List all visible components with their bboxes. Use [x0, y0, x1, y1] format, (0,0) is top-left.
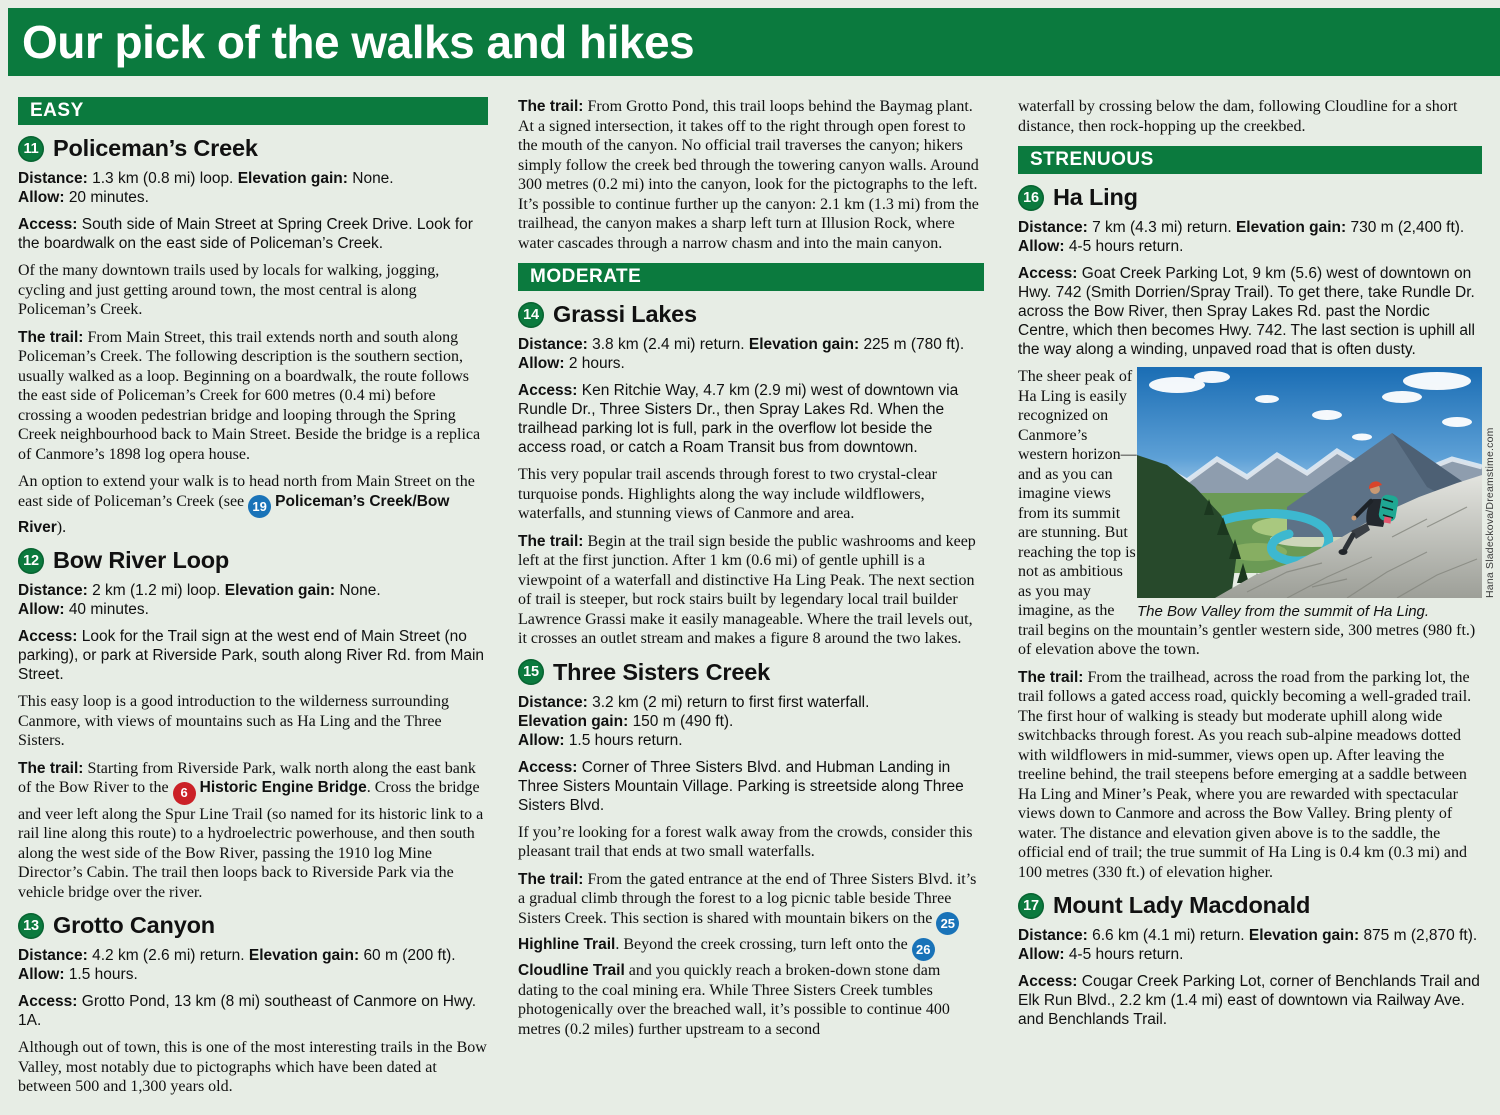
- page-title: Our pick of the walks and hikes: [22, 16, 695, 68]
- section-header-strenuous: [1018, 146, 1482, 174]
- trail-heading: [18, 547, 488, 574]
- elevation-label: Elevation gain:: [1235, 219, 1347, 236]
- trail-text: Starting from Riverside Park, walk north along the east bank of the Bow River to the: [18, 759, 476, 797]
- elevation-label: Elevation gain:: [518, 712, 629, 730]
- cross-ref-label: Cloudline Trail: [518, 962, 625, 979]
- elevation-value: 60 m (200 ft).: [363, 947, 456, 964]
- trail-meta: [1018, 926, 1482, 964]
- allow-label: Allow:: [18, 966, 65, 983]
- trail-intro: Although out of town, this is one of the most interesting trails in the Bow Valley, most notably due to pictographs which have been dated at between 500 and 1,300 years old.: [18, 1039, 487, 1095]
- elevation-value: None.: [339, 582, 381, 600]
- trail-text-after: . Cross the bridge and veer left along the Spur Line Trail (so named for its historic link to a rail line along this route) to a hydroelectric powerhouse, and then south along the west side of the Bow River, passing the 1910 log Mine Director’s Cabin. The trail then loops back to Riverside Park via the vehicle bridge over the river.: [18, 779, 484, 901]
- trail-entry-grassi-lakes: [518, 301, 984, 649]
- distance-label: Distance:: [1018, 927, 1088, 944]
- access-label: Access:: [518, 758, 578, 776]
- trail-description: [18, 328, 488, 465]
- trail-entry-mount-lady-macdonald: [1018, 892, 1482, 1029]
- allow-value: 4-5 hours return.: [1068, 946, 1184, 963]
- elevation-value: 730 m (2,400 ft).: [1350, 219, 1465, 236]
- distance-label: Distance:: [518, 336, 588, 353]
- ha-ling-photo-figure: [1137, 367, 1496, 620]
- access-value: Ken Ritchie Way, 4.7 km (2.9 mi) west of downtown via Rundle Dr., Three Sisters Dr., then Spray Lakes Rd. When the trailhead parking lot is full, park in the overflow lot beside the access road, or catch a Roam Transit bus from downtown.: [518, 382, 959, 456]
- trail-number-badge: 15: [518, 659, 544, 685]
- trail-label: The trail:: [18, 328, 84, 346]
- elevation-label: Elevation gain:: [224, 582, 336, 600]
- allow-label: Allow:: [18, 189, 65, 206]
- cross-ref-badge-25: 25: [936, 912, 959, 935]
- trail-label: The trail:: [518, 532, 584, 550]
- trail-access: [18, 992, 488, 1030]
- trail-entry-bow-river-loop: [18, 547, 488, 902]
- distance-label: Distance:: [518, 693, 588, 711]
- section-moderate-label: MODERATE: [530, 266, 642, 287]
- cross-ref-badge-26: 26: [912, 938, 935, 961]
- access-value: Look for the Trail sign at the west end of Main Street (no parking), or park at Riverside Park, south along River Rd. from Main Street.: [18, 628, 485, 684]
- distance-value: 1.3 km (0.8 mi) loop.: [92, 170, 234, 187]
- elevation-label: Elevation gain:: [248, 947, 360, 964]
- trail-title: Policeman’s Creek: [53, 135, 258, 161]
- trail-intro: If you’re looking for a forest walk away from the crowds, consider this pleasant trail that ends at two small waterfalls.: [518, 823, 973, 860]
- trail-meta: [18, 581, 488, 619]
- trail-number-badge: 14: [518, 302, 544, 328]
- trail-title: Three Sisters Creek: [553, 658, 770, 685]
- elevation-value: 150 m (490 ft).: [632, 712, 734, 730]
- section-strenuous-label: STRENUOUS: [1030, 149, 1154, 170]
- allow-value: 2 hours.: [568, 355, 625, 372]
- distance-value: 4.2 km (2.6 mi) return.: [92, 947, 245, 964]
- ha-ling-intro: The sheer peak of Ha Ling is easily recognized on Canmore’s western horizon—and as you can imagine views from its summit are stunning. But reaching the top is not as ambitious as you may imagine, as the trail begins on the mountain’s gentler western side, 300 metres (980 ft.) of elevation above the town.: [1018, 368, 1476, 658]
- trail-text: Begin at the trail sign beside the public washrooms and keep left at the first junction. After 1 km (0.6 mi) of gentle uphill is a viewpoint of a waterfall and distinctive Ha Ling Peak. The next section of trail is steeper, but rock stairs built by legendary local trail builder Lawrence Grassi make it easily manageable. Where the trail levels out, it crosses an outlet stream and makes a figure 8 around the two lakes.: [518, 532, 976, 647]
- distance-label: Distance:: [18, 582, 88, 600]
- trail-entry-ha-ling: [1018, 184, 1496, 882]
- trail-heading: [18, 912, 488, 939]
- elevation-label: Elevation gain:: [1248, 927, 1360, 944]
- trail-heading: [518, 659, 984, 686]
- trail-heading: [18, 135, 488, 162]
- access-label: Access:: [18, 628, 78, 646]
- trail-access: [18, 215, 488, 253]
- column-1: [18, 97, 488, 1105]
- trail-access: [18, 627, 488, 684]
- trail-access: [1018, 264, 1482, 359]
- distance-value: 2 km (1.2 mi) loop.: [92, 582, 221, 600]
- allow-value: 1.5 hours return.: [568, 731, 683, 749]
- trail-heading: [1018, 184, 1482, 211]
- three-sisters-continuation: waterfall by crossing below the dam, following Cloudline for a short distance, then rock-hopping up the creekbed.: [1018, 98, 1458, 135]
- trail-label: The trail:: [518, 870, 584, 888]
- trail-description: [18, 759, 488, 902]
- access-value: South side of Main Street at Spring Creek Drive. Look for the boardwalk on the east side of Policeman’s Creek.: [18, 216, 473, 252]
- ha-ling-photo: [1137, 367, 1482, 598]
- trail-access: [518, 758, 984, 815]
- trail-entry-three-sisters-creek: [518, 659, 984, 1040]
- trail-meta: [18, 169, 488, 207]
- trail-heading: [518, 301, 984, 328]
- allow-label: Allow:: [18, 601, 65, 619]
- distance-label: Distance:: [1018, 219, 1088, 236]
- trail-label: The trail:: [518, 98, 584, 115]
- trail-entry-grotto-canyon: [18, 912, 488, 1097]
- trail-entry-policemans-creek: [18, 135, 488, 537]
- elevation-label: Elevation gain:: [237, 170, 348, 187]
- cross-ref-label: Highline Trail: [518, 935, 616, 953]
- access-value: Grotto Pond, 13 km (8 mi) southeast of Canmore on Hwy. 1A.: [18, 993, 477, 1029]
- trail-description: [518, 870, 984, 1040]
- distance-value: 3.8 km (2.4 mi) return.: [592, 336, 745, 353]
- cross-ref-badge-19: 19: [248, 495, 271, 518]
- allow-value: 20 minutes.: [68, 189, 149, 206]
- access-label: Access:: [18, 216, 78, 233]
- trail-option: [18, 472, 488, 537]
- trail-text: From Grotto Pond, this trail loops behind the Baymag plant. At a signed intersection, it takes off to the right through open forest to the mouth of the canyon. No official trail traverses the canyon; hikers simply follow the creek bed through the towering canyon walls. Around 300 metres (0.2 mi) into the canyon, look for the pictographs to the left. It’s possible to continue further up the canyon: 2.1 km (1.3 mi) from the trailhead, the canyon makes a sharp left turn at Illusion Rock, where water cascades through a narrow chasm and into the main canyon.: [518, 98, 979, 252]
- trail-title: Grassi Lakes: [553, 301, 697, 327]
- section-header-moderate: [518, 263, 984, 291]
- distance-label: Distance:: [18, 947, 88, 964]
- trail-intro: This easy loop is a good introduction to the wilderness surrounding Canmore, with views of mountains such as Ha Ling and the Three Sisters.: [18, 693, 450, 750]
- cross-ref-badge-6: 6: [173, 782, 196, 805]
- distance-label: Distance:: [18, 170, 88, 187]
- trail-text: From the trailhead, across the road from the parking lot, the trail follows a gated access road, quickly becoming a well-graded trail. The first hour of walking is steady but moderate uphill along wide switchbacks through forest. As you reach sub-alpine meadows dotted with wildflowers in mid-summer, views open up. After leaving the treeline behind, the trail steepens before emerging at a saddle between Ha Ling and Miner’s Peak, where you are rewarded with spectacular views down to Canmore and across the Bow Valley. Bring plenty of water. The distance and elevation given above is to the saddle, the official end of trail; the true summit of Ha Ling is 0.4 km (0.3 mi) and 100 metres (330 ft.) of elevation higher.: [1018, 668, 1472, 881]
- trail-label: The trail:: [1018, 668, 1084, 686]
- allow-label: Allow:: [518, 731, 565, 749]
- section-easy-label: EASY: [30, 100, 84, 121]
- ha-ling-photo-block: [1018, 367, 1496, 668]
- trail-text-3: and you quickly reach a broken-down stone dam dating to the coal mining era. While Three Sisters Creek tumbles photogenically over the breached wall, it’s possible to continue 400 metres (0.2 miles) further upstream to a second: [518, 962, 950, 1038]
- photo-caption: The Bow Valley from the summit of Ha Ling.: [1137, 603, 1430, 620]
- allow-value: 40 minutes.: [68, 601, 149, 619]
- access-label: Access:: [18, 993, 78, 1010]
- trail-access: [518, 381, 984, 457]
- trail-label: The trail:: [18, 759, 84, 777]
- trail-heading: [1018, 892, 1482, 919]
- grotto-trail-description: [518, 97, 984, 253]
- access-label: Access:: [1018, 265, 1078, 282]
- trail-number-badge: 12: [18, 548, 44, 574]
- distance-value: 7 km (4.3 mi) return.: [1092, 219, 1232, 236]
- access-label: Access:: [1018, 973, 1078, 990]
- distance-value: 3.2 km (2 mi) return to first first waterfall.: [592, 693, 870, 711]
- cross-ref-label: Policeman’s Creek/Bow River: [18, 492, 450, 536]
- access-label: Access:: [518, 382, 578, 399]
- trail-number-badge: 11: [18, 136, 44, 162]
- cross-ref-label: Historic Engine Bridge: [199, 779, 367, 797]
- trail-meta: [518, 693, 984, 750]
- allow-value: 4-5 hours return.: [1068, 238, 1184, 255]
- trail-title: Bow River Loop: [53, 547, 230, 574]
- trail-text: From Main Street, this trail extends north and south along Policeman’s Creek. The following description is the southern section, usually walked as a loop. Beginning on a boardwalk, the route follows the east side of Policeman’s Creek for 600 metres (0.4 mi) before crossing a wooden pedestrian bridge and looping through the Spring Creek neighbourhood back to Main Street. Beside the bridge is a replica of Canmore’s 1898 log opera house.: [18, 328, 481, 463]
- trail-meta: [18, 946, 488, 984]
- allow-label: Allow:: [518, 355, 565, 372]
- trail-description: [518, 532, 984, 649]
- distance-value: 6.6 km (4.1 mi) return.: [1092, 927, 1245, 944]
- page-banner: [8, 8, 1500, 76]
- trail-number-badge: 16: [1018, 185, 1044, 211]
- trail-text-2: . Beyond the creek crossing, turn left onto the: [615, 935, 908, 953]
- option-text: An option to extend your walk is to head north from Main Street on the east side of Policeman’s Creek (see: [18, 473, 475, 510]
- trail-description: [1018, 668, 1482, 883]
- trail-title: Ha Ling: [1053, 184, 1138, 210]
- column-2: [518, 97, 984, 1047]
- allow-label: Allow:: [1018, 238, 1065, 255]
- elevation-value: 225 m (780 ft).: [863, 336, 965, 353]
- access-value: Goat Creek Parking Lot, 9 km (5.6) west of downtown on Hwy. 742 (Smith Dorrien/Spray Trail). To get there, take Rundle Dr. across the Bow River, then Spray Lakes Rd. past the Nordic Centre, which then becomes Hwy. 742. The last section is uphill all the way along a winding, unpaved road that is often dusty.: [1018, 265, 1475, 358]
- access-value: Corner of Three Sisters Blvd. and Hubman Landing in Three Sisters Mountain Village. Parking is streetside along Three Sisters Blvd.: [518, 758, 964, 814]
- section-header-easy: [18, 97, 488, 125]
- column-3: [1018, 97, 1496, 1037]
- trail-title: Grotto Canyon: [53, 912, 215, 938]
- trail-text: From the gated entrance at the end of Three Sisters Blvd. it’s a gradual climb through the forest to a log picnic table beside Three Sisters Creek. This section is shared with mountain bikers on the: [518, 870, 977, 927]
- trail-intro: This very popular trail ascends through forest to two crystal-clear turquoise ponds. Highlights along the way include wildflowers, waterfalls, and stunning views of Canmore and area.: [518, 466, 937, 522]
- trail-title: Mount Lady Macdonald: [1053, 892, 1311, 918]
- trail-number-badge: 13: [18, 913, 44, 939]
- elevation-value: 875 m (2,870 ft).: [1363, 927, 1478, 944]
- trail-meta: [1018, 218, 1482, 256]
- access-value: Cougar Creek Parking Lot, corner of Benchlands Trail and Elk Run Blvd., 2.2 km (1.4 mi) east of downtown via Railway Ave. and Benchlands Trail.: [1018, 973, 1480, 1028]
- allow-label: Allow:: [1018, 946, 1065, 963]
- trail-access: [1018, 972, 1482, 1029]
- photo-credit: Hana Sladeckova/Dreamstime.com: [1484, 427, 1496, 598]
- elevation-label: Elevation gain:: [748, 336, 860, 353]
- allow-value: 1.5 hours.: [68, 966, 138, 983]
- trail-meta: [518, 335, 984, 373]
- elevation-value: None.: [352, 170, 394, 187]
- trail-number-badge: 17: [1018, 893, 1044, 919]
- option-text-after: ).: [56, 518, 67, 536]
- trail-intro: Of the many downtown trails used by locals for walking, jogging, cycling and just getting around town, the most central is along Policeman’s Creek.: [18, 262, 440, 318]
